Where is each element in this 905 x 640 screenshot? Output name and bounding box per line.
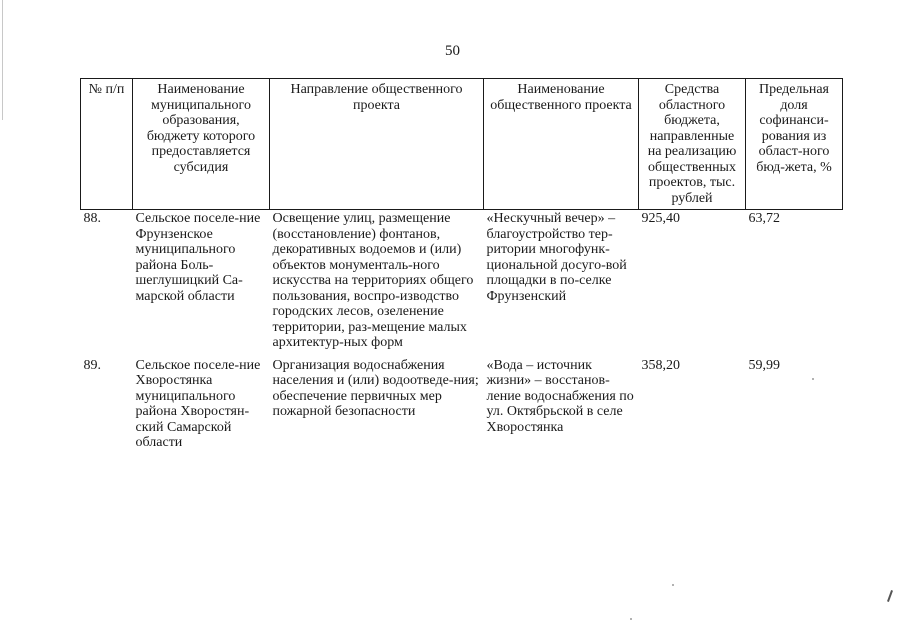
header-number: № п/п	[81, 79, 133, 210]
header-budget-funds: Средства областного бюджета, направленные на реализацию общественных проектов, тыс. рублей	[639, 79, 746, 210]
row-budget-funds: 925,40	[641, 211, 680, 226]
row-municipality: Сельское поселе-ние Хворостянка муниципального района Хворостян-ский Самарской области	[135, 357, 261, 450]
subsidy-table	[80, 78, 843, 457]
row-project-name: «Нескучный вечер» – благоустройство тер-ритории многофунк-циональной досуго-вой площадки в по-селке Фрунзенский	[486, 211, 627, 304]
header-municipality: Наименование муниципального образования, бюджету которого предоставляется субсидия	[133, 79, 270, 210]
table-row	[81, 210, 843, 357]
table-header-row	[81, 79, 843, 210]
row-project-name: «Вода – источник жизни» – восстанов-ление водоснабжения по ул. Октябрьской в селе Хворостянка	[486, 357, 634, 435]
row-number: 89.	[83, 357, 101, 373]
row-cofinancing-share: 63,72	[748, 211, 780, 226]
row-number: 88.	[83, 211, 101, 226]
header-cofinancing-share: Предельная доля софинанси-рования из област-ного бюд-жета, %	[746, 79, 843, 210]
scan-speck	[812, 378, 814, 380]
row-cofinancing-share: 59,99	[748, 357, 780, 373]
scan-pen-mark	[887, 590, 893, 602]
scan-speck	[672, 584, 674, 586]
header-project-name: Наименование общественного проекта	[484, 79, 639, 210]
page-number: 50	[445, 43, 460, 59]
row-municipality: Сельское поселе-ние Фрунзенское муниципального района Боль-шеглушицкий Са-марской области	[135, 211, 261, 304]
header-direction: Направление общественного проекта	[270, 79, 484, 210]
scan-edge-line	[2, 0, 3, 120]
table-row	[81, 357, 843, 457]
scan-speck	[630, 618, 632, 620]
row-direction: Освещение улиц, размещение (восстановление) фонтанов, декоративных водоемов и (или) объектов монументаль-ного искусства на территориях общего пользования, воспро-изводство городских лесов, озеленение территории, раз-мещение малых архитектур-ных форм	[272, 211, 474, 350]
row-direction: Организация водоснабжения населения и (или) водоотведе-ния; обеспечение первичных мер пожарной безопасности	[272, 357, 479, 419]
row-budget-funds: 358,20	[641, 357, 680, 373]
